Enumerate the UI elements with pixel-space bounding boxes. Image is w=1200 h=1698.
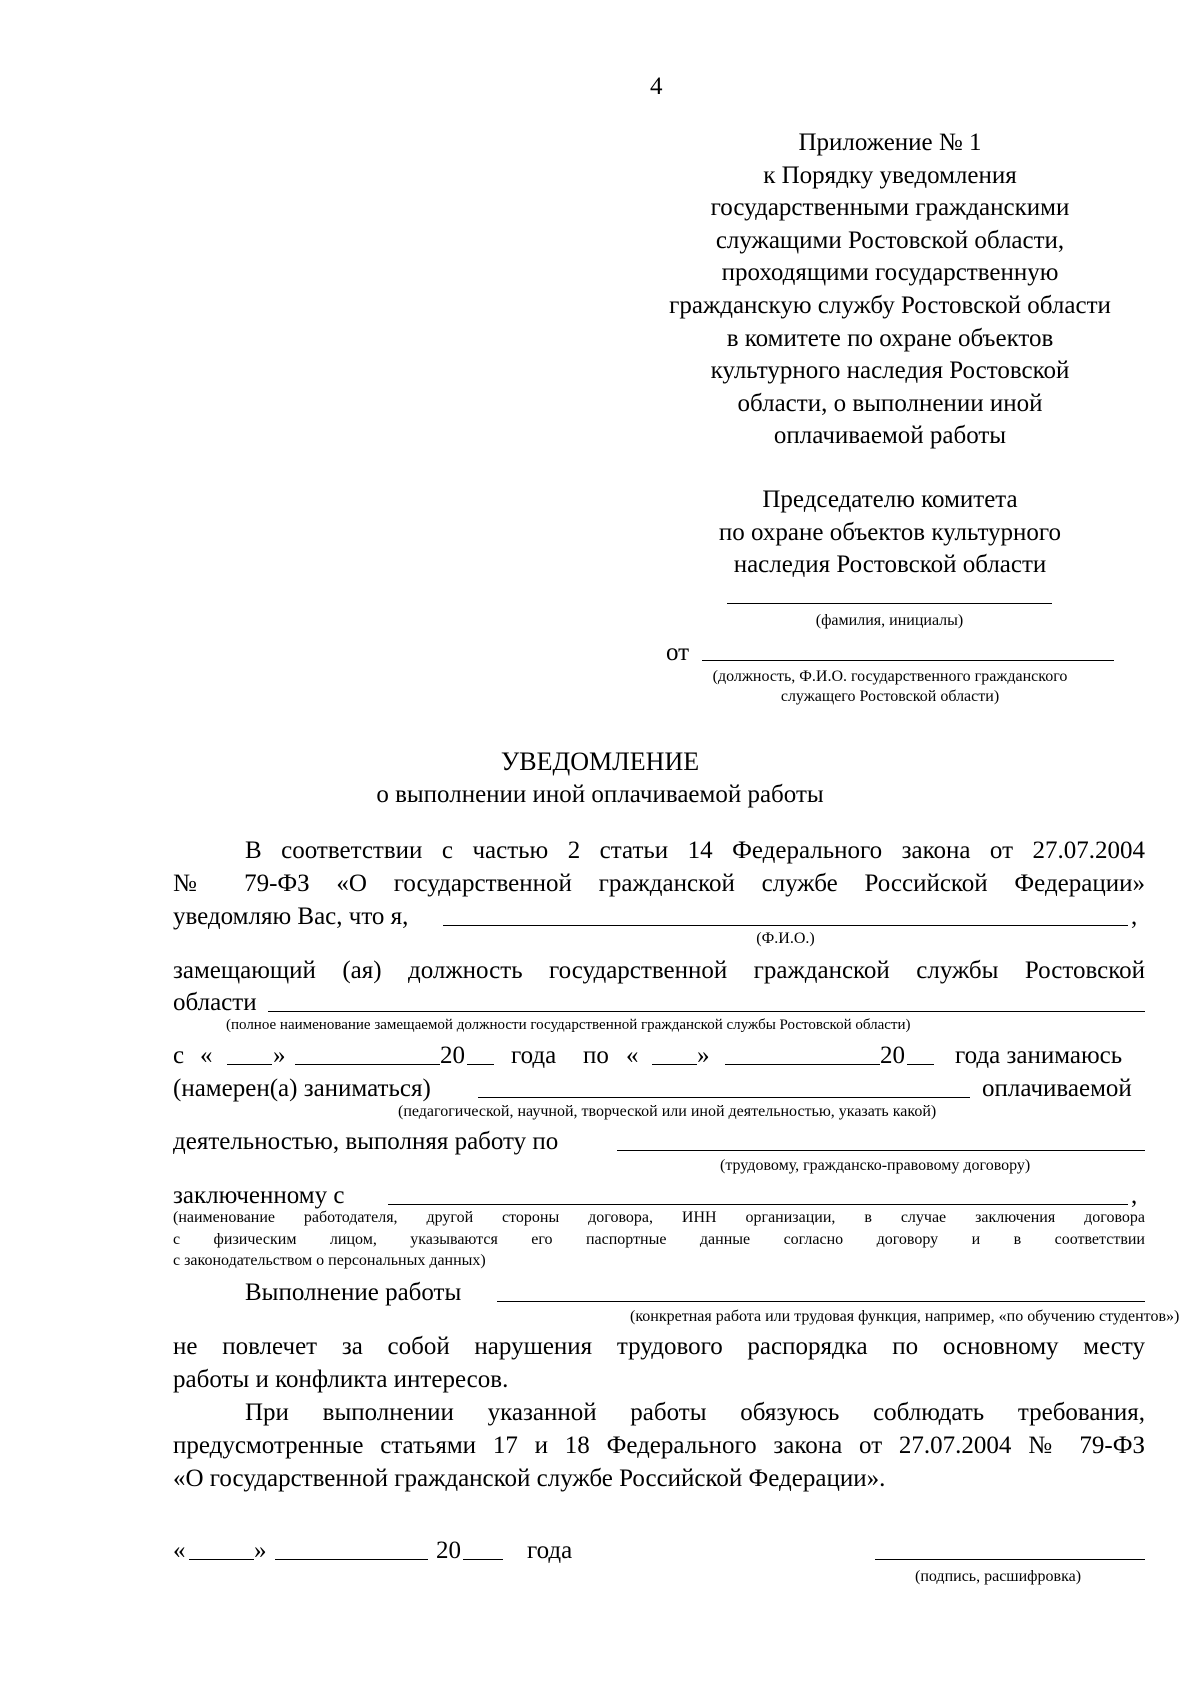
employer-hint: (наименование работодателя, другой стороны договора, ИНН организации, в случае заключения договора xyxy=(173,1209,1145,1226)
body-line: В соответствии с частью 2 статьи 14 Федерального закона от 27.07.2004 xyxy=(245,837,1145,864)
appendix-header xyxy=(600,127,1180,453)
from-label: от xyxy=(666,639,690,666)
appendix-line: области, о выполнении иной xyxy=(737,389,1043,417)
day-field-line xyxy=(227,1064,272,1065)
contract-hint: (трудовому, гражданско-правовому договору) xyxy=(720,1157,1031,1174)
employer-field-line xyxy=(388,1204,1128,1205)
year-word: года xyxy=(511,1042,557,1069)
sign-month-field-line xyxy=(275,1559,428,1560)
date-open-quote: « xyxy=(200,1042,213,1069)
addressee-line: Председателю комитета xyxy=(762,486,1018,513)
sign-year-prefix: 20 xyxy=(436,1537,461,1564)
date-to-label: по xyxy=(583,1042,609,1069)
position-hint-line: (должность, Ф.И.О. государственного гражданского xyxy=(712,668,1068,685)
appendix-line: Приложение № 1 xyxy=(798,129,982,156)
appendix-line: гражданскую службу Ростовской области xyxy=(669,291,1111,319)
body-line: Выполнение работы xyxy=(245,1279,462,1306)
comma: , xyxy=(1131,1182,1138,1209)
addressee-line: наследия Ростовской области xyxy=(733,551,1047,579)
body-line: не повлечет за собой нарушения трудового распорядка по основному месту xyxy=(173,1333,1145,1360)
fio-hint: (Ф.И.О.) xyxy=(756,930,815,947)
signature-field-line xyxy=(875,1559,1145,1560)
year-field-line xyxy=(467,1064,494,1065)
sign-date-open-quote: « xyxy=(173,1537,186,1564)
signature-hint: (подпись, расшифровка) xyxy=(915,1568,1082,1585)
full-position-field-line xyxy=(268,1011,1145,1012)
employer-hint: с законодательством о персональных данных) xyxy=(173,1252,486,1269)
body-line: работы и конфликта интересов. xyxy=(173,1366,509,1393)
work-hint: (конкретная работа или трудовая функция, например, «по обучению студентов») xyxy=(630,1308,1180,1325)
year-field-line xyxy=(907,1064,934,1065)
body-line: предусмотренные статьями 17 и 18 Федерального закона от 27.07.2004 № 79-ФЗ xyxy=(173,1432,1145,1459)
appendix-line: в комитете по охране объектов xyxy=(726,324,1054,352)
month-field-line xyxy=(295,1064,440,1065)
page-number: 4 xyxy=(650,73,663,100)
date-close-quote: » xyxy=(697,1042,710,1069)
date-from-label: с xyxy=(173,1042,185,1069)
from-field-line xyxy=(702,660,1114,661)
appendix-line: проходящими государственную xyxy=(721,259,1059,287)
body-line: замещающий (ая) должность государственной гражданской службы Ростовской xyxy=(173,957,1145,984)
surname-hint: (фамилия, инициалы) xyxy=(815,612,964,629)
addressee-block xyxy=(600,484,1180,582)
sign-date-close-quote: » xyxy=(254,1537,267,1564)
position-hint xyxy=(650,667,1130,707)
body-line: (намерен(а) заниматься) xyxy=(173,1075,431,1102)
year-prefix: 20 xyxy=(440,1042,465,1069)
document-title: УВЕДОМЛЕНИЕ xyxy=(500,747,700,776)
date-open-quote: « xyxy=(626,1042,639,1069)
appendix-line: служащими Ростовской области, xyxy=(715,226,1065,254)
day-field-line xyxy=(652,1064,697,1065)
body-line: «О государственной гражданской службе Российской Федерации». xyxy=(173,1465,886,1492)
fio-field-line xyxy=(443,925,1128,926)
position-hint-line: служащего Ростовской области) xyxy=(780,688,1000,705)
year-prefix: 20 xyxy=(880,1042,905,1069)
body-line: области xyxy=(173,989,257,1016)
contract-field-line xyxy=(617,1150,1145,1151)
body-line: № 79-ФЗ «О государственной гражданской службе Российской Федерации» xyxy=(173,870,1145,897)
sign-year-word: года xyxy=(527,1537,573,1564)
body-line: заключенному с xyxy=(173,1182,345,1209)
employer-hint: с физическим лицом, указываются его паспортные данные согласно договору и в соответствии xyxy=(173,1231,1145,1248)
body-line: уведомляю Вас, что я, xyxy=(173,903,409,930)
month-field-line xyxy=(725,1064,880,1065)
addressee-line: по охране объектов культурного xyxy=(718,518,1062,546)
work-field-line xyxy=(497,1301,1145,1302)
date-close-quote: » xyxy=(273,1042,286,1069)
activity-field-line xyxy=(478,1097,970,1098)
date-busy-label: года занимаюсь xyxy=(955,1042,1123,1069)
surname-field-line xyxy=(727,603,1052,604)
appendix-line: к Порядку уведомления xyxy=(763,161,1017,189)
document-subtitle: о выполнении иной оплачиваемой работы xyxy=(376,781,824,808)
appendix-line: культурного наследия Ростовской xyxy=(710,357,1070,385)
comma: , xyxy=(1131,903,1138,930)
body-line: При выполнении указанной работы обязуюсь соблюдать требования, xyxy=(245,1399,1145,1426)
body-line: оплачиваемой xyxy=(982,1075,1132,1102)
full-position-hint: (полное наименование замещаемой должности государственной гражданской службы Ростовской области) xyxy=(226,1017,911,1033)
activity-hint: (педагогической, научной, творческой или иной деятельностью, указать какой) xyxy=(398,1103,937,1120)
sign-year-field-line xyxy=(463,1559,503,1560)
sign-day-field-line xyxy=(189,1559,254,1560)
appendix-line: оплачиваемой работы xyxy=(773,422,1007,450)
body-line: деятельностью, выполняя работу по xyxy=(173,1128,559,1155)
appendix-line: государственными гражданскими xyxy=(710,194,1070,222)
